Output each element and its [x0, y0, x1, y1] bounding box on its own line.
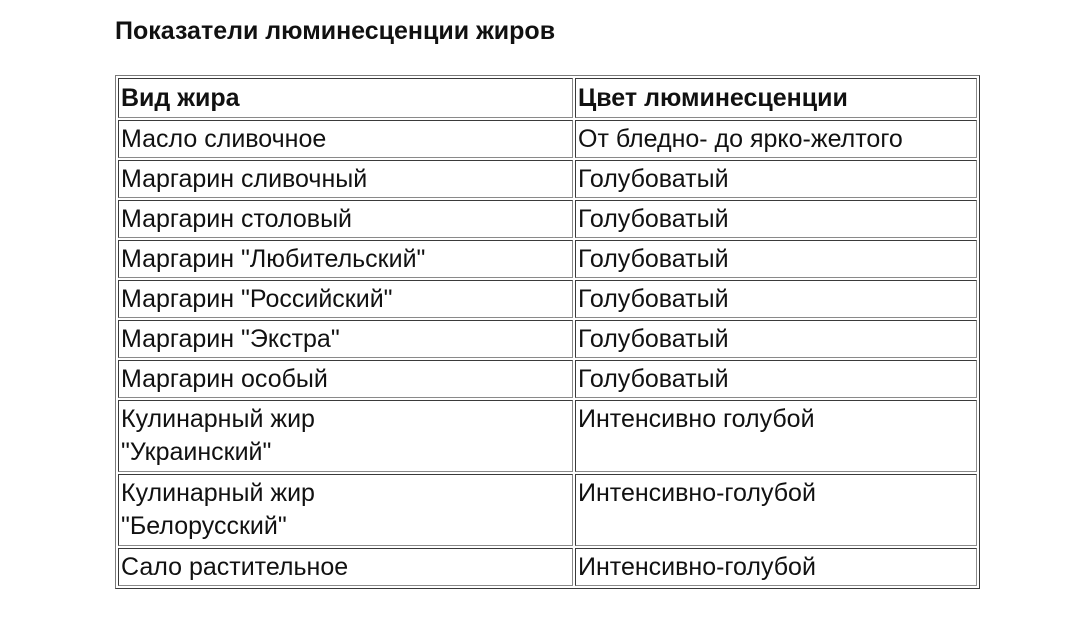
table-row [118, 474, 977, 546]
header-luminescence-color: Цвет люминесценции [575, 78, 977, 118]
fat-type-cell [118, 400, 573, 472]
table-row [118, 120, 977, 158]
header-fat-type: Вид жира [118, 78, 573, 118]
table-row [118, 400, 977, 472]
color-cell: Интенсивно-голубой [575, 474, 977, 546]
color-cell: Голубоватый [575, 360, 977, 398]
color-cell: Интенсивно голубой [575, 400, 977, 472]
color-cell: Голубоватый [575, 280, 977, 318]
table-row [118, 160, 977, 198]
color-cell: Голубоватый [575, 240, 977, 278]
color-cell: Голубоватый [575, 200, 977, 238]
color-cell: Интенсивно-голубой [575, 548, 977, 586]
fat-type-cell: Маргарин особый [118, 360, 573, 398]
table-row [118, 360, 977, 398]
table-row [118, 240, 977, 278]
luminescence-table [115, 75, 980, 589]
fat-type-cell [118, 474, 573, 546]
fat-type-cell: Масло сливочное [118, 120, 573, 158]
color-cell: Голубоватый [575, 160, 977, 198]
page-title: Показатели люминесценции жиров [115, 17, 556, 45]
table-row [118, 280, 977, 318]
color-cell: Голубоватый [575, 320, 977, 358]
fat-type-line: "Украинский" [121, 438, 272, 466]
fat-type-cell: Сало растительное [118, 548, 573, 586]
fat-type-line: Кулинарный жир [121, 479, 315, 507]
fat-type-cell: Маргарин "Российский" [118, 280, 573, 318]
table-row [118, 320, 977, 358]
table-row [118, 200, 977, 238]
fat-type-cell: Маргарин столовый [118, 200, 573, 238]
fat-type-cell: Маргарин "Любительский" [118, 240, 573, 278]
table-row [118, 548, 977, 586]
fat-type-line: Кулинарный жир [121, 405, 315, 433]
fat-type-cell: Маргарин сливочный [118, 160, 573, 198]
fat-type-line: "Белорусский" [121, 512, 287, 540]
table-header-row [118, 78, 977, 118]
fat-type-cell: Маргарин "Экстра" [118, 320, 573, 358]
color-cell: От бледно- до ярко-желтого [575, 120, 977, 158]
